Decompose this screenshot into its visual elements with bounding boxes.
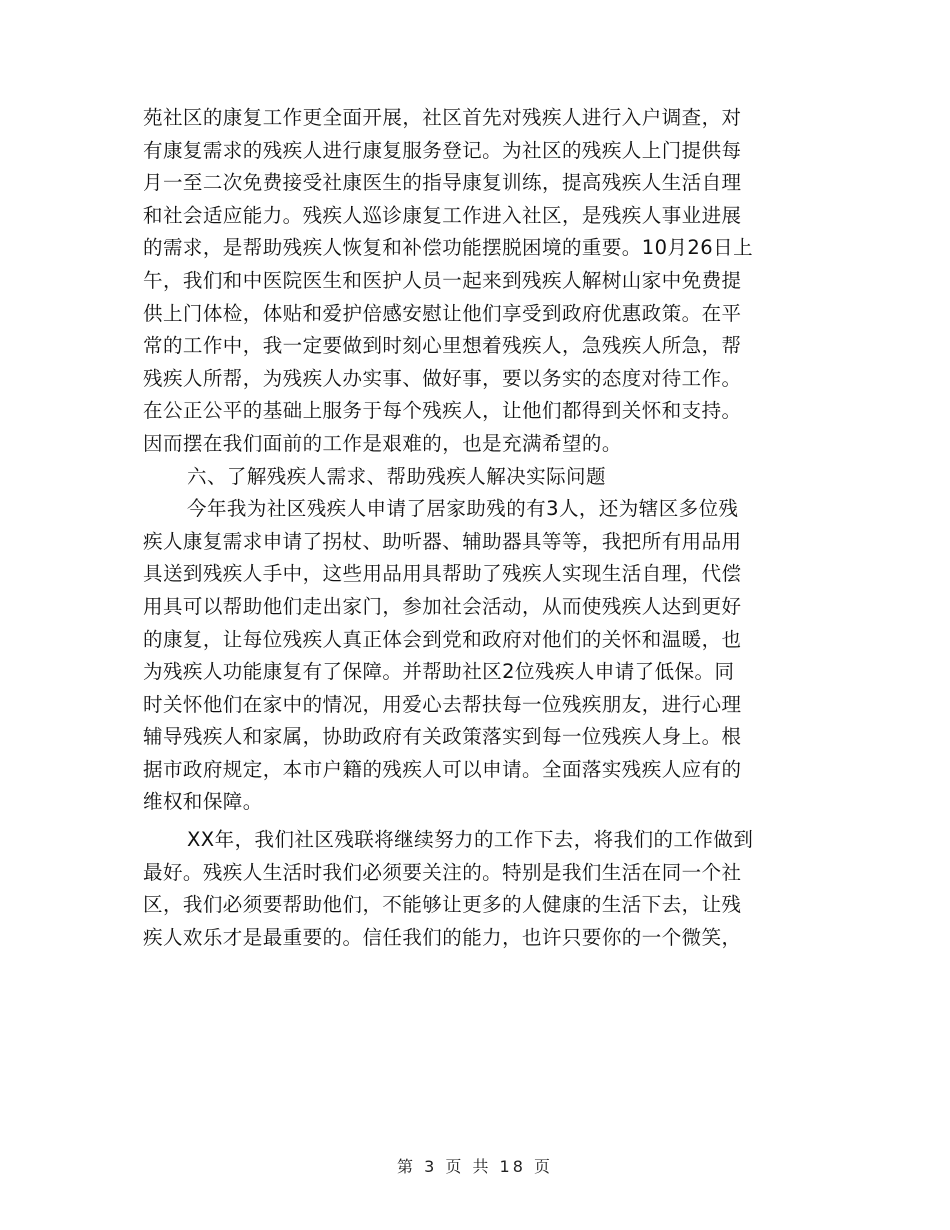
text-line: 据市政府规定，本市户籍的残疾人可以申请。全面落实残疾人应有的 — [143, 757, 742, 781]
text-line: 辅导残疾人和家属，协助政府有关政策落实到每一位残疾人身上。根 — [143, 725, 742, 749]
text-line: 有康复需求的残疾人进行康复服务登记。为社区的残疾人上门提供每 — [143, 138, 742, 162]
text-line: 时关怀他们在家中的情况，用爱心去帮扶每一位残疾朋友，进行心理 — [143, 692, 742, 716]
text-line: 和社会适应能力。残疾人巡诊康复工作进入社区，是残疾人事业进展 — [143, 203, 742, 227]
text-line: 午，我们和中医院医生和医护人员一起来到残疾人解树山家中免费提 — [143, 268, 742, 292]
text-line: 月一至二次免费接受社康医生的指导康复训练，提高残疾人生活自理 — [143, 171, 742, 195]
text-line: 疾人康复需求申请了拐杖、助听器、辅助器具等等，我把所有用品用 — [143, 529, 742, 553]
text-line: 最好。残疾人生活时我们必须要关注的。特别是我们生活在同一个社 — [143, 860, 742, 884]
text-line: 在公正公平的基础上服务于每个残疾人，让他们都得到关怀和支持。 — [143, 399, 742, 423]
text-line: 六、了解残疾人需求、帮助残疾人解决实际问题 — [187, 464, 606, 488]
text-line: 的康复，让每位残疾人真正体会到党和政府对他们的关怀和温暖，也 — [143, 627, 742, 651]
text-line: 区，我们必须要帮助他们，不能够让更多的人健康的生活下去，让残 — [143, 893, 742, 917]
text-line: 用具可以帮助他们走出家门，参加社会活动，从而使残疾人达到更好 — [143, 594, 742, 618]
text-line: 的需求，是帮助残疾人恢复和补偿功能摆脱困境的重要。10月26日上 — [143, 236, 754, 260]
text-line: 为残疾人功能康复有了保障。并帮助社区2位残疾人申请了低保。同 — [143, 660, 735, 684]
text-line: 疾人欢乐才是最重要的。信任我们的能力，也许只要你的一个微笑， — [143, 925, 742, 949]
text-line: 维权和保障。 — [143, 790, 263, 814]
text-line: XX年，我们社区残联将继续努力的工作下去，将我们的工作做到 — [187, 828, 754, 852]
text-line: 今年我为社区残疾人申请了居家助残的有3人，还为辖区多位残 — [187, 497, 739, 521]
text-line: 苑社区的康复工作更全面开展，社区首先对残疾人进行入户调查，对 — [143, 106, 742, 129]
text-line: 具送到残疾人手中，这些用品用具帮助了残疾人实现生活自理，代偿 — [143, 562, 742, 586]
text-line: 供上门体检，体贴和爱护倍感安慰让他们享受到政府优惠政策。在平 — [143, 301, 742, 325]
text-line: 残疾人所帮，为残疾人办实事、做好事，要以务实的态度对待工作。 — [143, 366, 742, 390]
page-number-footer: 第 3 页 共 18 页 — [397, 1157, 553, 1176]
document-body — [143, 102, 813, 954]
text-line: 因而摆在我们面前的工作是艰难的，也是充满希望的。 — [143, 431, 622, 455]
text-line: 常的工作中，我一定要做到时刻心里想着残疾人，急残疾人所急，帮 — [143, 334, 742, 358]
